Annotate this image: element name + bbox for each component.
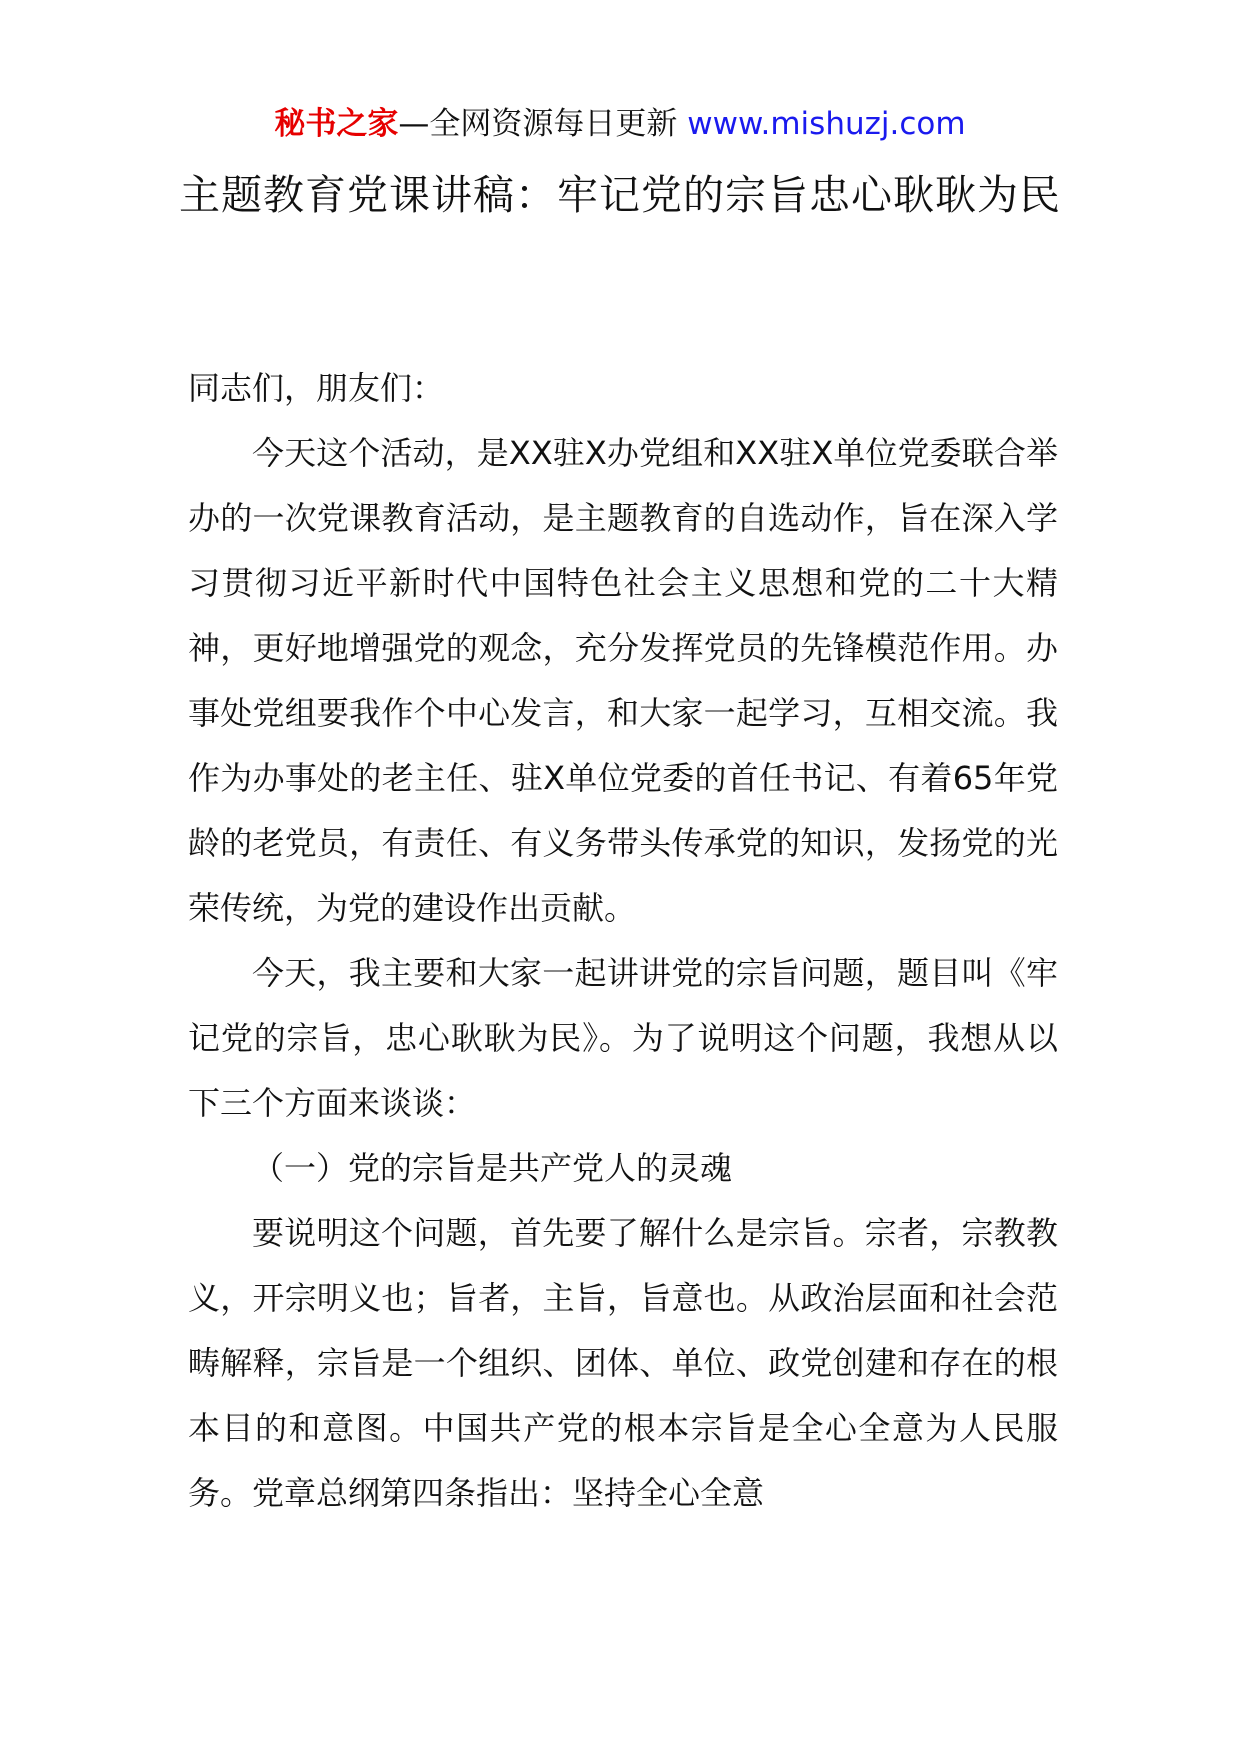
header-tagline: —全网资源每日更新 xyxy=(398,106,688,142)
paragraph-2: 今天，我主要和大家一起讲讲党的宗旨问题，题目叫《牢记党的宗旨，忠心耿耿为民》。为了说明这个问题，我想从以下三个方面来谈谈： xyxy=(188,954,1058,1122)
brand-name: 秘书之家 xyxy=(274,106,399,142)
document-body xyxy=(188,356,1058,1526)
section-heading: （一）党的宗旨是共产党人的灵魂 xyxy=(252,1149,733,1187)
paragraph-1: 今天这个活动，是XX驻X办党组和XX驻X单位党委联合举办的一次党课教育活动，是主题教育的自选动作，旨在深入学习贯彻习近平新时代中国特色社会主义思想和党的二十大精神，更好地增强党的观念，充分发挥党员的先锋模范作用。办事处党组要我作个中心发言，和大家一起学习，互相交流。我作为办事处的老主任、驻X单位党委的首任书记、有着65年党龄的老党员，有责任、有义务带头传承党的知识，发扬党的光荣传统，为党的建设作出贡献。 xyxy=(188,434,1058,927)
document-title: 主题教育党课讲稿：牢记党的宗旨忠心耿耿为民 xyxy=(179,171,1061,219)
section-paragraph: 要说明这个问题，首先要了解什么是宗旨。宗者，宗教教义，开宗明义也；旨者，主旨，旨意也。从政治层面和社会范畴解释，宗旨是一个组织、团体、单位、政党创建和存在的根本目的和意图。中国共产党的根本宗旨是全心全意为人民服务。党章总纲第四条指出：坚持全心全意 xyxy=(188,1214,1058,1512)
site-url-link[interactable]: www.mishuzj.com xyxy=(687,106,966,142)
salutation: 同志们，朋友们： xyxy=(188,369,445,407)
site-header xyxy=(0,98,1240,150)
